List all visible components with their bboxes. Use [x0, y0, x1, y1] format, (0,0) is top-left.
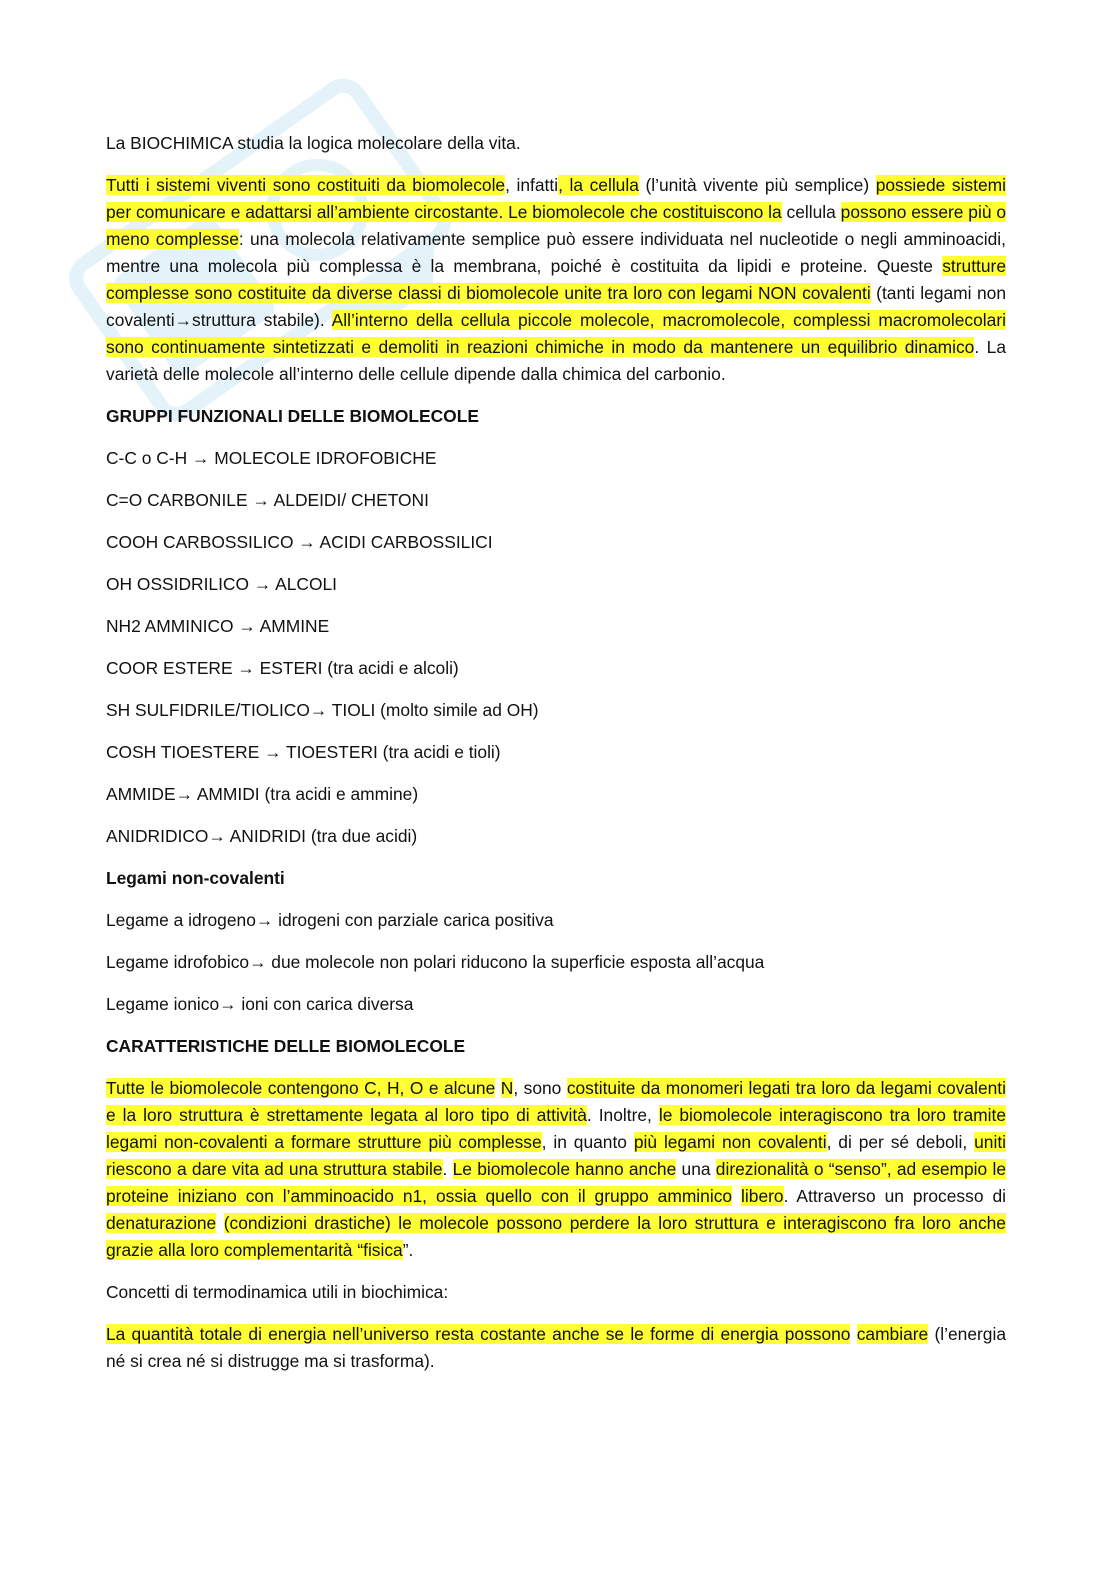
text-span: . Inoltre, — [586, 1105, 659, 1125]
group-item: SH SULFIDRILE/TIOLICO→ TIOLI (molto simile ad OH) — [106, 700, 539, 720]
text-span: , in quanto — [541, 1132, 634, 1152]
group-item: AMMIDE→ AMMIDI (tra acidi e ammine) — [106, 784, 419, 804]
paragraph-energy — [106, 1321, 1006, 1375]
text-span: (l’energia né si crea né si distrugge ma si trasforma). — [106, 1324, 1006, 1371]
thermo-intro: Concetti di termodinamica utili in biochimica: — [106, 1282, 449, 1302]
text-span: , sono — [513, 1078, 567, 1098]
bond-item: Legame idrofobico→ due molecole non polari riducono la superficie esposta all’acqua — [106, 952, 765, 972]
highlight-span: libero — [741, 1186, 784, 1206]
heading-functional-groups: GRUPPI FUNZIONALI DELLE BIOMOLECOLE — [106, 406, 479, 426]
text-span: , di per sé deboli, — [826, 1132, 975, 1152]
highlight-span: Tutte le biomolecole contengono C, H, O e alcune — [106, 1078, 496, 1098]
highlight-span: N — [500, 1078, 514, 1098]
highlight-span: costituite da monomeri legati tra loro da legami covalenti e la loro struttura è strettamente legata al loro tipo di attività — [106, 1078, 1006, 1125]
highlight-span: La quantità totale di energia nell’universo resta costante anche se le forme di energia possono — [106, 1324, 851, 1344]
highlight-span: Le biomolecole hanno anche — [452, 1159, 677, 1179]
text-span — [850, 1324, 856, 1344]
bond-item: Legame a idrogeno→ idrogeni con parziale carica positiva — [106, 910, 554, 930]
group-item: C=O CARBONILE → ALDEIDI/ CHETONI — [106, 490, 429, 510]
highlight-span: possiede sistemi per comunicare e adattarsi all’ambiente circostante. Le biomolecole che costituiscono la — [106, 175, 1006, 222]
highlight-span: più legami non covalenti — [633, 1132, 827, 1152]
highlight-span: possono essere più o meno complesse — [106, 202, 1006, 249]
highlight-span: Tutti i sistemi viventi sono costituiti da biomolecole — [106, 175, 506, 195]
text-span: cellula — [781, 202, 841, 222]
paragraph-cells — [106, 172, 1006, 388]
paragraph-biomolecules — [106, 1075, 1006, 1264]
highlight-span: uniti riescono a dare vita ad una struttura stabile — [106, 1132, 1007, 1179]
text-span: ”. — [402, 1240, 414, 1260]
bond-item: Legame ionico→ ioni con carica diversa — [106, 994, 414, 1014]
text-span: una — [676, 1159, 716, 1179]
highlight-span: , la cellula — [558, 175, 639, 195]
heading-noncovalent-bonds: Legami non-covalenti — [106, 868, 285, 888]
group-item: NH2 AMMINICO → AMMINE — [106, 616, 330, 636]
text-span: . La varietà delle molecole all’interno delle cellule dipende dalla chimica del carbonio. — [106, 337, 1006, 384]
group-item: ANIDRIDICO→ ANIDRIDI (tra due acidi) — [106, 826, 418, 846]
heading-features: CARATTERISTICHE DELLE BIOMOLECOLE — [106, 1036, 466, 1056]
group-item: C-C o C-H → MOLECOLE IDROFOBICHE — [106, 448, 437, 468]
highlight-span: le biomolecole interagiscono tra loro tramite legami non-covalenti a formare strutture più complesse — [106, 1105, 1006, 1152]
text-span: : una molecola relativamente semplice può essere individuata nel nucleotide o negli amminoacidi, mentre una molecola più complessa è la membrana, poiché è costituita da lipidi e proteine. Queste — [106, 229, 1006, 276]
highlight-span: denaturazione — [106, 1213, 217, 1233]
text-span: , infatti — [505, 175, 559, 195]
text-span: . Attraverso un processo di — [783, 1186, 1006, 1206]
intro-line: La BIOCHIMICA studia la logica molecolare della vita. — [106, 133, 521, 153]
text-span: (l’unità vivente più semplice) — [638, 175, 876, 195]
group-item: COOR ESTERE → ESTERI (tra acidi e alcoli) — [106, 658, 459, 678]
group-item: OH OSSIDRILICO → ALCOLI — [106, 574, 337, 594]
highlight-span: direzionalità o “senso”, ad esempio le proteine iniziano con l’amminoacido n1, ossia quello con il gruppo amminico — [106, 1159, 1006, 1206]
group-item: COSH TIOESTERE → TIOESTERI (tra acidi e tioli) — [106, 742, 501, 762]
group-item: COOH CARBOSSILICO → ACIDI CARBOSSILICI — [106, 532, 493, 552]
highlight-span: (condizioni drastiche) le molecole possono perdere la loro struttura e interagiscono fra loro anche grazie alla loro complementarità “fisica — [106, 1213, 1006, 1260]
highlight-span: cambiare — [856, 1324, 929, 1344]
text-span: (tanti legami non covalenti→struttura stabile). — [106, 283, 1007, 330]
highlight-span: All’interno della cellula piccole molecole, macromolecole, complessi macromolecolari sono continuamente sintetizzati e demoliti in reazioni chimiche in modo da mantenere un equilibrio dinamico — [106, 310, 1006, 357]
document-body — [106, 130, 1006, 1390]
text-span — [216, 1213, 224, 1233]
text-span — [732, 1186, 741, 1206]
text-span — [495, 1078, 500, 1098]
text-span: . — [442, 1159, 453, 1179]
highlight-span: strutture complesse sono costituite da diverse classi di biomolecole unite tra loro con legami NON covalenti — [106, 256, 1006, 303]
